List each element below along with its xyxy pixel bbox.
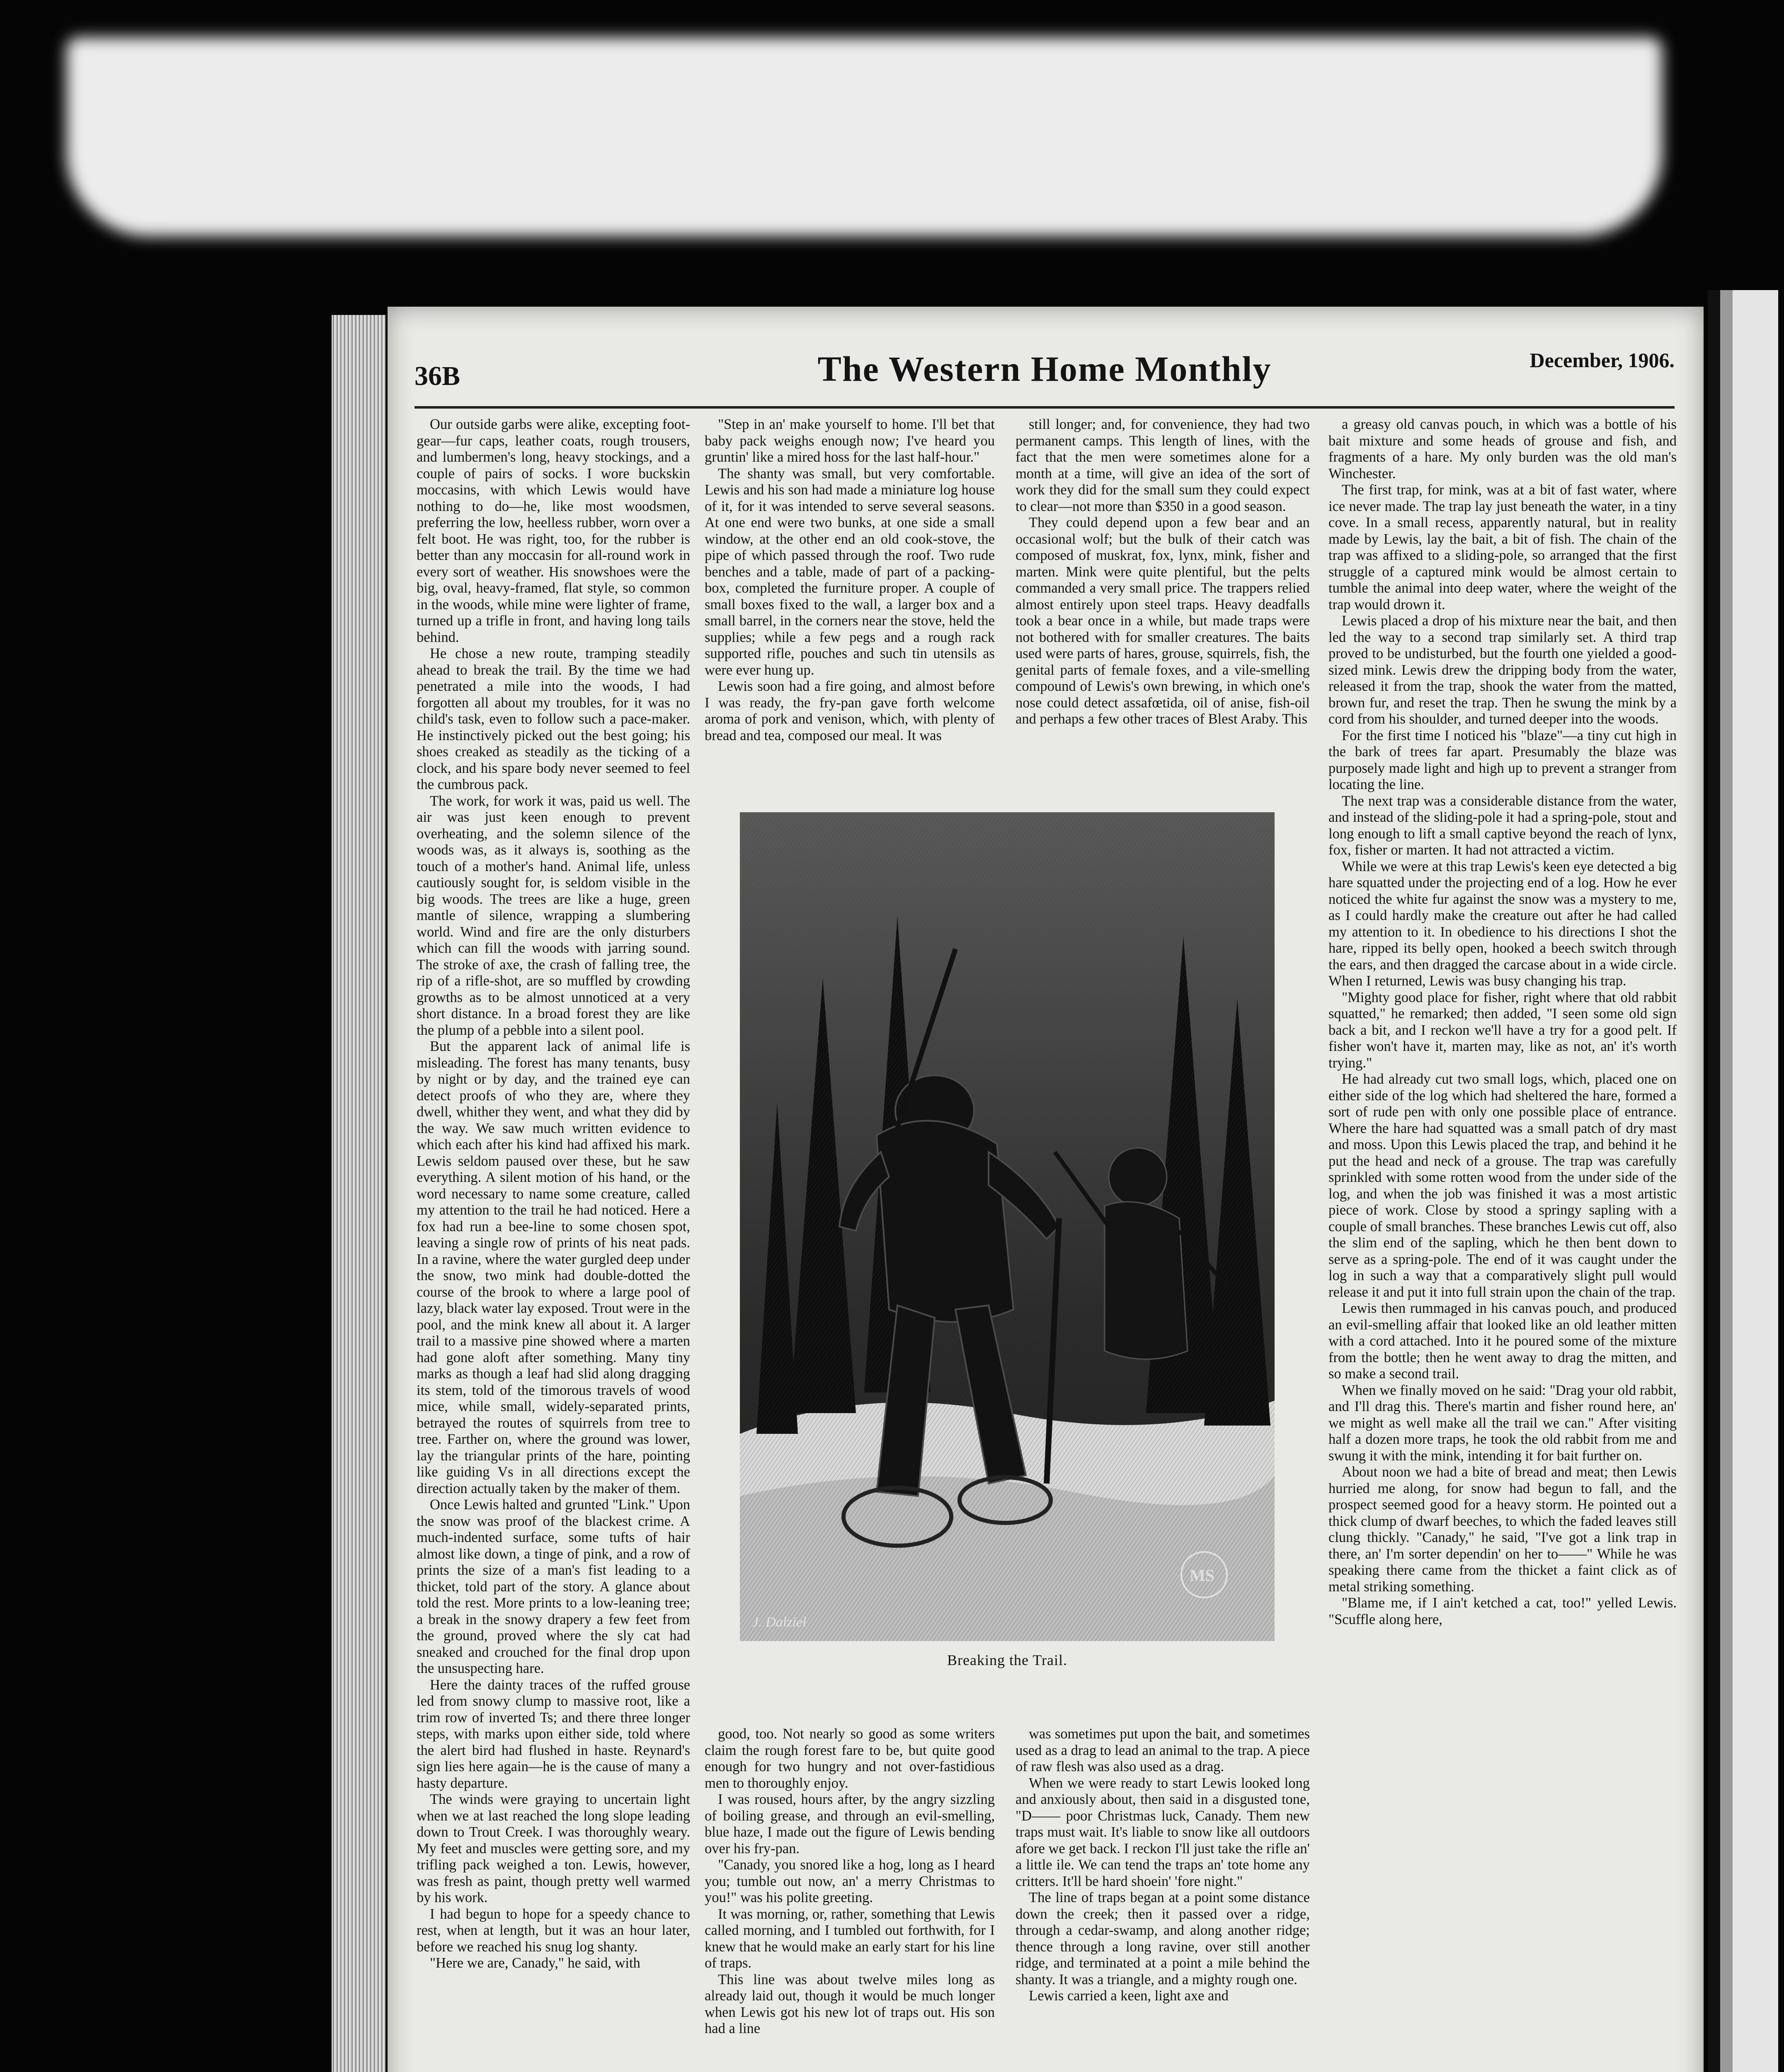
text-column-2-top xyxy=(705,416,995,831)
artist-signature: J. Dalziel xyxy=(752,1615,807,1630)
paragraph: When we finally moved on he said: "Drag your old rabbit, and I'll drag this. There's martin and fisher round here, an' we might as well make all the trail we can." After visiting half a dozen more traps, he took the old rabbit from me and swung it with the mink, intending it for bait further on. xyxy=(1328,1382,1677,1464)
text-column-3-top xyxy=(1016,416,1310,831)
page-number: 36B xyxy=(414,361,461,391)
paragraph: He had already cut two small logs, which, placed one on either side of the log which had sheltered the hare, formed a sort of rude pen with only one possible place of entrance. Where the hare had squatted was a small patch of dry mast and moss. Upon this Lewis placed the trap, and behind it he put the head and neck of a grouse. The trap was carefully sprinkled with some rotten wood from the under side of the log, and when the job was finished it was a most artistic piece of work. Close by stood a springy sapling with a couple of small branches. These branches Lewis cut off, also the slim end of the sapling, which he then bent down to serve as a spring-pole. The end of it was caught under the log in such a way that a comparatively slight pull would release it and put it into full strain upon the chain of the trap. xyxy=(1328,1071,1677,1300)
issue-date: December, 1906. xyxy=(1529,349,1675,372)
text-column-1 xyxy=(417,416,690,2072)
paragraph: When we were ready to start Lewis looked long and anxiously about, then said in a disgusted tone, "D—— poor Christmas luck, Canady. Them new traps must wait. It's liable to snow like all outdoors afore we get back. I reckon I'll just take the rifle an' a little ile. We can tend the traps an' tote home any critters. It'll be hard shoein' 'fore night." xyxy=(1016,1775,1310,1889)
paragraph: They could depend upon a few bear and an occasional wolf; but the bulk of their catch was composed of muskrat, fox, lynx, mink, fisher and marten. Mink were quite plentiful, but the pelts commanded a very small price. The trappers relied almost entirely upon steel traps. Heavy deadfalls took a bear once in a while, but made traps were not bothered with for smaller creatures. The baits used were parts of hares, grouse, squirrels, fish, the genital parts of female foxes, and a vile-smelling compound of Lewis's own brewing, in which one's nose could detect assafœtida, oil of anise, fish-oil and perhaps a few other traces of Blest Araby. This xyxy=(1016,515,1310,727)
paragraph: Lewis then rummaged in his canvas pouch, and produced an evil-smelling affair that looked like an old leather mitten with a cord attached. Into it he poured some of the mixture from the bottle; then he went away to drag the mitten, and so make a second trail. xyxy=(1328,1300,1677,1382)
paragraph: This line was about twelve miles long as already laid out, though it would be much longer when Lewis got his new lot of traps out. His son had a line xyxy=(705,1971,995,2036)
paragraph: good, too. Not nearly so good as some writers claim the rough forest fare to be, but quite good enough for two hungry and not over-fastidious men to thoroughly enjoy. xyxy=(705,1726,995,1791)
paragraph: "Step in an' make yourself to home. I'll bet that baby pack weighs enough now; I've heard you gruntin' like a mired hoss for the last half-hour." xyxy=(705,416,995,465)
paragraph: The shanty was small, but very comfortable. Lewis and his son had made a miniature log house of it, for it was intended to serve several seasons. At one end were two bunks, at one side a small window, at the other end an old cook-stove, the pipe of which passed through the roof. Two rude benches and a table, made of part of a packing-box, completed the furniture proper. A couple of small boxes fixed to the wall, a larger box and a small barrel, in the corners near the stove, held the supplies; while a few pegs and a rough rack supported rifle, pouches and such tin utensils as were ever hung up. xyxy=(705,465,995,678)
paragraph: The line of traps began at a point some distance down the creek; then it passed over a ridge, through a cedar-swamp, and along another ridge; thence through a long ravine, over still another ridge, and terminated at a point a mile behind the shanty. It was a triangle, and a mighty rough one. xyxy=(1016,1890,1310,1987)
paragraph: "Blame me, if I ain't ketched a cat, too!" yelled Lewis. "Scuffle along here, xyxy=(1328,1595,1677,1627)
page-header xyxy=(414,348,1675,409)
magazine-page xyxy=(388,307,1704,2072)
paragraph: He chose a new route, tramping steadily ahead to break the trail. By the time we had penetrated a mile into the woods, I had forgotten all about my troubles, for it was no child's task, even to follow such a pace-maker. He instinctively picked out the best going; his shoes creaked as steadily as the ticking of a clock, and his spare body never seemed to feel the cumbrous pack. xyxy=(417,646,690,792)
overexposed-area xyxy=(66,37,1662,236)
text-column-4 xyxy=(1328,416,1677,2072)
paragraph: "Mighty good place for fisher, right where that old rabbit squatted," he remarked; then added, "I seen some old sign back a bit, and I reckon we'll have a try for a good pelt. If fisher won't have it, marten may, like as not, an' it's worth trying." xyxy=(1328,989,1677,1071)
paragraph: But the apparent lack of animal life is misleading. The forest has many tenants, busy by night or by day, and the trained eye can detect proofs of who they are, where they dwell, whither they went, and what they did by the way. We saw much written evidence to which each after his kind had affixed his mark. Lewis seldom paused over these, but he saw everything. A silent motion of his hand, or the word necessary to name some creature, called my attention to the trail he had noticed. Here a fox had run a bee-line to some chosen spot, leaving a single row of prints of his neat pads. In a ravine, where the water gurgled deep under the snow, two mink had double-dotted the course of the brook to where a large pool of lazy, black water lay exposed. Trout were in the pool, and the mink knew all about it. A larger trail to a massive pine showed where a marten had gone aloft after something. Many tiny marks as though a leaf had slid along dragging its stem, told of the timorous travels of wood mice, while small, widely-separated prints, betrayed the routes of squirrels from tree to tree. Farther on, where the ground was lower, lay the triangular prints of the hare, pointing like guiding Vs in all directions except the direction actually taken by the maker of them. xyxy=(417,1038,690,1496)
paragraph: I had begun to hope for a speedy chance to rest, when at length, but it was an hour later, before we reached his snug log shanty. xyxy=(417,1906,690,1955)
paragraph: Lewis soon had a fire going, and almost before I was ready, the fry-pan gave forth welcome aroma of pork and venison, which, with plenty of bread and tea, composed our meal. It was xyxy=(705,678,995,743)
illustration-breaking-the-trail xyxy=(740,812,1275,1641)
masthead-title: The Western Home Monthly xyxy=(817,349,1272,389)
paragraph: Lewis placed a drop of his mixture near the bait, and then led the way to a second trap similarly set. A third trap proved to be undisturbed, but the fourth one yielded a good-sized mink. Lewis drew the dripping body from the water, released it from the trap, shook the water from the matted, brown fur, and reset the trap. Then he swung the mink by a cord from his shoulder, and turned deeper into the woods. xyxy=(1328,613,1677,727)
text-column-2-bottom xyxy=(705,1726,995,2072)
engraving-image xyxy=(740,812,1275,1641)
illustration-caption: Breaking the Trail. xyxy=(947,1652,1067,1668)
paragraph: Lewis carried a keen, light axe and xyxy=(1029,1988,1229,2004)
paragraph: "Here we are, Canady," he said, with xyxy=(430,1955,640,1971)
paragraph: Here the dainty traces of the ruffed grouse led from snowy clump to massive root, like a trim row of inverted Ts; and there three longer steps, with marks upon either side, told where the alert bird had flushed in haste. Reynard's sign lies here again—he is the cause of many a hasty departure. xyxy=(417,1677,690,1791)
paragraph: "Canady, you snored like a hog, long as I heard you; tumble out now, an' a merry Christmas to you!" was his polite greeting. xyxy=(705,1857,995,1905)
paragraph: Once Lewis halted and grunted "Link." Upon the snow was proof of the blackest crime. A much-indented surface, some tufts of hair almost like down, a tinge of pink, and a row of prints the size of a man's fist leading to a thicket, told part of the story. A glance about told the rest. More prints to a low-leaning tree; a break in the snowy drapery a few feet from the ground, proved where the sly cat had sneaked and crouched for the final drop upon the unsuspecting hare. xyxy=(417,1497,690,1676)
paragraph: The work, for work it was, paid us well. The air was just keen enough to prevent overheating, and the solemn silence of the woods was, as it always is, soothing as the touch of a mother's hand. Animal life, unless cautiously sought for, is seldom visible in the big woods. The trees are like a huge, green mantle of silence, wrapping a slumbering world. Wind and fire are the only disturbers which can fill the woods with jarring sound. The stroke of axe, the crash of falling tree, the rip of a rifle-shot, are so muffled by crowding growths as to be almost unnoticed at a very short distance. In a broad forest they are like the plump of a pebble into a silent pool. xyxy=(417,793,690,1038)
paragraph: Our outside garbs were alike, excepting foot-gear—fur caps, leather coats, rough trousers, and lumbermen's long, heavy stockings, and a couple of pairs of socks. I wore buckskin moccasins, with which Lewis would have nothing to do—he, like most woodsmen, preferring the low, heelless rubber, worn over a felt boot. He was right, too, for the rubber is better than any moccasin for all-round work in every sort of weather. His snowshoes were the big, oval, heavy-framed, flat style, so common in the woods, while mine were lighter of frame, turned up a trifle in front, and having long tails behind. xyxy=(417,416,690,645)
paragraph: a greasy old canvas pouch, in which was a bottle of his bait mixture and some heads of grouse and fish, and fragments of a hare. My only burden was the old man's Winchester. xyxy=(1328,416,1677,482)
paragraph: The first trap, for mink, was at a bit of fast water, where ice never made. The trap lay just beneath the water, in a tiny cove. In a small recess, apparently natural, but in reality made by Lewis, lay the bait, a bit of fish. The chain of the trap was affixed to a sliding-pole, so arranged that the first struggle of a captured mink would be almost certain to tumble the animal into deep water, where the weight of the trap would drown it. xyxy=(1328,482,1677,612)
paragraph: was sometimes put upon the bait, and sometimes used as a drag to lead an animal to the trap. A piece of raw flesh was also used as a drag. xyxy=(1016,1726,1310,1774)
book-page-edges-right xyxy=(1708,290,1778,2072)
text-column-3-bottom xyxy=(1016,1726,1310,2072)
paragraph: The winds were graying to uncertain light when we at last reached the long slope leading down to Trout Creek. I was thoroughly weary. My feet and muscles were getting sore, and my trifling pack weighed a ton. Lewis, however, was fresh as paint, though pretty well warmed by his work. xyxy=(417,1791,690,1905)
paragraph: The next trap was a considerable distance from the water, and instead of the sliding-pole it had a spring-pole, stout and long enough to lift a small captive beyond the reach of lynx, fox, fisher or marten. It had not attracted a victim. xyxy=(1328,793,1677,858)
paragraph: While we were at this trap Lewis's keen eye detected a big hare squatted under the projecting end of a log. How he ever noticed the white fur against the snow was a mystery to me, as I could hardly make the creature out after he had called my attention to it. In obedience to his directions I shot the hare, ripped its belly open, hooked a beech switch through the ears, and then dragged the carcase about in a wide circle. When I returned, Lewis was busy changing his trap. xyxy=(1328,858,1677,989)
paragraph: It was morning, or, rather, something that Lewis called morning, and I tumbled out forthwith, for I knew that he would make an early start for his line of traps. xyxy=(705,1906,995,1971)
paragraph: About noon we had a bite of bread and meat; then Lewis hurried me along, for snow had begun to fall, and the prospect seemed good for a heavy storm. He pointed out a thick clump of dwarf beeches, to which the faded leaves still clung thickly. "Canady," he said, "I've got a link trap in there, an' I'm sorter dependin' on her to——" While he was speaking there came from the thicket a faint click as of metal striking something. xyxy=(1328,1464,1677,1595)
paragraph: For the first time I noticed his "blaze"—a tiny cut high in the bark of trees far apart. Presumably the blaze was purposely made light and high up to prevent a stranger from locating the line. xyxy=(1328,727,1677,792)
artist-monogram: MS xyxy=(1190,1566,1214,1585)
paragraph: still longer; and, for convenience, they had two permanent camps. This length of lines, with the fact that the men were sometimes alone for a month at a time, will give an idea of the sort of work they did for the small sum they could expect to clear—not more than $350 in a good season. xyxy=(1016,416,1310,514)
book-page-edges-left xyxy=(332,315,385,2072)
paragraph: I was roused, hours after, by the angry sizzling of boiling grease, and through an evil-smelling, blue haze, I made out the figure of Lewis bending over his fry-pan. xyxy=(705,1791,995,1857)
